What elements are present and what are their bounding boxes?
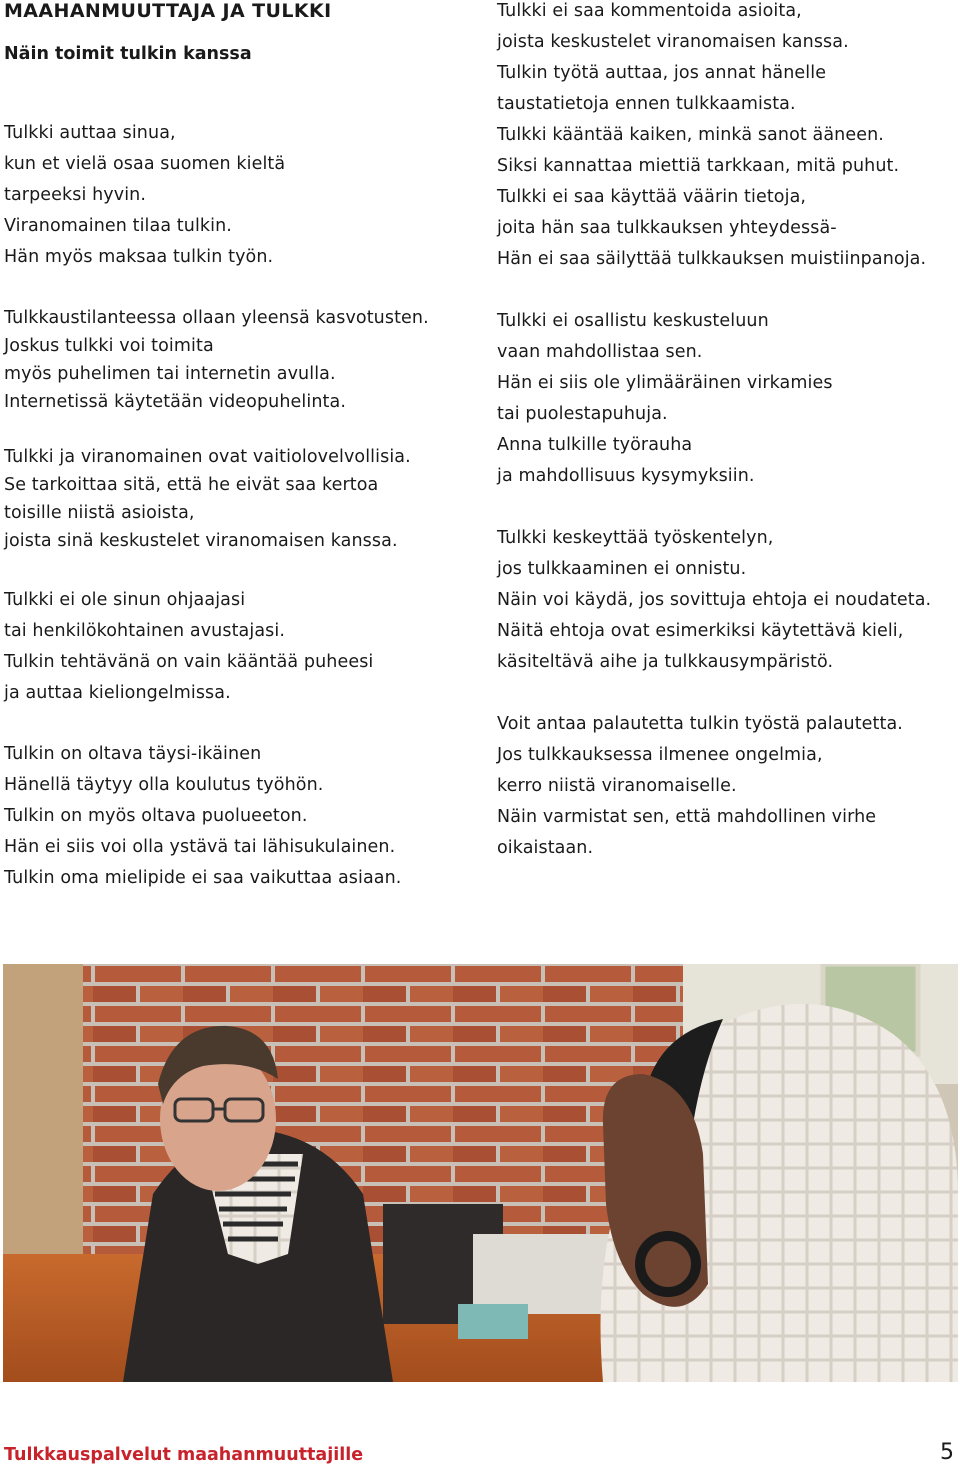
page-number: 5 xyxy=(940,1440,954,1465)
text-line: Tulkki ei ole sinun ohjaajasi xyxy=(4,590,246,610)
text-line: kerro niistä viranomaiselle. xyxy=(497,776,737,796)
footer-title: Tulkkauspalvelut maahanmuuttajille xyxy=(4,1445,364,1465)
text-line: tarpeeksi hyvin. xyxy=(4,185,147,205)
text-line: Siksi kannattaa miettiä tarkkaan, mitä puhut. xyxy=(497,156,900,176)
paragraph-palaute xyxy=(497,709,903,864)
paragraph-vaitiolovelvollisuus xyxy=(4,443,411,555)
interpreter-photo xyxy=(3,964,958,1382)
photo-illustration xyxy=(3,964,958,1382)
paragraph-keskeyttaa xyxy=(497,523,931,678)
text-line: Se tarkoittaa sitä, että he eivät saa kertoa xyxy=(4,475,379,495)
text-line: Tulkin oma mielipide ei saa vaikuttaa asiaan. xyxy=(4,868,402,888)
text-line: joista sinä keskustelet viranomaisen kanssa. xyxy=(4,531,398,551)
text-line: Tulkkaustilanteessa ollaan yleensä kasvotusten. xyxy=(4,308,429,328)
text-line: Näitä ehtoja ovat esimerkiksi käytettävä kieli, xyxy=(497,621,904,641)
text-line: taustatietoja ennen tulkkaamista. xyxy=(497,94,796,114)
page-subtitle: Näin toimit tulkin kanssa xyxy=(4,44,252,64)
text-line: myös puhelimen tai internetin avulla. xyxy=(4,364,336,384)
text-line: Tulkki ja viranomainen ovat vaitiolovelvollisia. xyxy=(4,447,411,467)
page-title: MAAHANMUUTTAJA JA TULKKI xyxy=(4,0,332,22)
text-line: Anna tulkille työrauha xyxy=(497,435,693,455)
text-line: Tulkin on oltava täysi-ikäinen xyxy=(4,744,262,764)
text-line: Tulkin työtä auttaa, jos annat hänelle xyxy=(497,63,827,83)
text-line: tai puolestapuhuja. xyxy=(497,404,668,424)
text-line: Viranomainen tilaa tulkin. xyxy=(4,216,232,236)
text-line: Tulkki keskeyttää työskentelyn, xyxy=(497,528,774,548)
text-line: Tulkki kääntää kaiken, minkä sanot ääneen. xyxy=(497,125,884,145)
text-line: Tulkin tehtävänä on vain kääntää puheesi xyxy=(4,652,374,672)
text-line: Tulkki ei saa kommentoida asioita, xyxy=(497,1,802,21)
text-line: joista keskustelet viranomaisen kanssa. xyxy=(497,32,849,52)
text-line: Voit antaa palautetta tulkin työstä palautetta. xyxy=(497,714,903,734)
text-line: Joskus tulkki voi toimita xyxy=(4,336,214,356)
text-line: Hänellä täytyy olla koulutus työhön. xyxy=(4,775,324,795)
text-line: tai henkilökohtainen avustajasi. xyxy=(4,621,285,641)
text-line: Tulkin on myös oltava puolueeton. xyxy=(4,806,308,826)
text-line: käsiteltävä aihe ja tulkkausympäristö. xyxy=(497,652,834,672)
paragraph-ei-osallistu xyxy=(497,306,833,492)
text-line: vaan mahdollistaa sen. xyxy=(497,342,703,362)
paragraph-tulkki-auttaa xyxy=(4,118,285,273)
paragraph-taysi-ikainen xyxy=(4,739,401,894)
paragraph-ei-kommentoida xyxy=(497,0,926,275)
text-line: Jos tulkkauksessa ilmenee ongelmia, xyxy=(497,745,823,765)
paragraph-ei-ohjaaja xyxy=(4,585,373,709)
text-line: ja mahdollisuus kysymyksiin. xyxy=(497,466,755,486)
text-line: Hän ei siis voi olla ystävä tai lähisukulainen. xyxy=(4,837,396,857)
text-line: Internetissä käytetään videopuhelinta. xyxy=(4,392,346,412)
text-line: Näin voi käydä, jos sovittuja ehtoja ei noudateta. xyxy=(497,590,932,610)
text-line: Tulkki ei saa käyttää väärin tietoja, xyxy=(497,187,807,207)
paragraph-kasvotusten xyxy=(4,304,429,416)
text-line: ja auttaa kieliongelmissa. xyxy=(4,683,231,703)
text-line: Tulkki auttaa sinua, xyxy=(4,123,176,143)
text-line: oikaistaan. xyxy=(497,838,594,858)
text-line: Hän ei siis ole ylimääräinen virkamies xyxy=(497,373,833,393)
text-line: Hän ei saa säilyttää tulkkauksen muistiinpanoja. xyxy=(497,249,927,269)
text-line: joita hän saa tulkkauksen yhteydessä- xyxy=(497,218,837,238)
text-line: kun et vielä osaa suomen kieltä xyxy=(4,154,286,174)
text-line: Hän myös maksaa tulkin työn. xyxy=(4,247,274,267)
text-line: toisille niistä asioista, xyxy=(4,503,195,523)
text-line: Tulkki ei osallistu keskusteluun xyxy=(497,311,769,331)
text-line: jos tulkkaaminen ei onnistu. xyxy=(497,559,747,579)
text-line: Näin varmistat sen, että mahdollinen virhe xyxy=(497,807,877,827)
